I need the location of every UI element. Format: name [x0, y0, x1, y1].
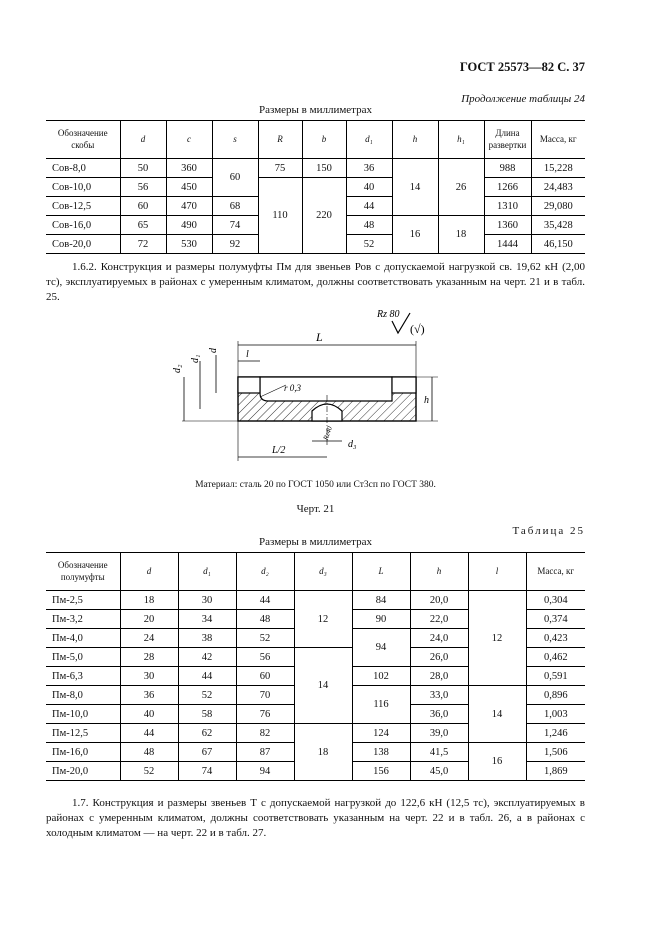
coupling-half-drawing	[160, 305, 460, 470]
table-row: Пм-5,0 28 42 56 14 26,0 0,462	[46, 648, 585, 667]
table-row: Сов-20,0 72 530 92 52 1444 46,150	[46, 235, 585, 254]
left-lug	[238, 377, 260, 393]
table-row: Пм-2,5 18 30 44 12 84 20,0 12 0,304	[46, 591, 585, 610]
svg-text:Rz 80: Rz 80	[377, 309, 400, 320]
right-lug	[392, 377, 416, 393]
svg-text:L: L	[316, 330, 323, 344]
svg-text:r 0,3: r 0,3	[284, 383, 302, 393]
table-row: Пм-4,0 24 38 52 94 24,0 0,423	[46, 629, 585, 648]
table-row: Пм-3,2 20 34 48 90 22,0 0,374	[46, 610, 585, 629]
table-row: Пм-16,0 48 67 87 138 41,5 16 1,506	[46, 743, 585, 762]
svg-text:d₂: d₂	[172, 364, 183, 373]
col-header-L: L	[352, 553, 410, 591]
svg-text:(√): (√)	[410, 322, 425, 336]
table24-units-caption: Размеры в миллиметрах	[259, 104, 372, 116]
col-header-h1: h₁	[438, 121, 484, 159]
table-25	[46, 552, 585, 781]
table-continuation-label: Продолжение таблицы 24	[461, 93, 585, 105]
svg-text:d₁: d₁	[190, 354, 201, 363]
table-row: Сов-16,0 65 490 74 48 16 18 1360 35,428	[46, 216, 585, 235]
inner-recess	[260, 377, 392, 401]
col-header-s: s	[212, 121, 258, 159]
col-header-h: h	[392, 121, 438, 159]
col-header-d2: d₂	[236, 553, 294, 591]
col-header-d1: d₁	[178, 553, 236, 591]
col-header-d: d	[120, 121, 166, 159]
col-header-d1: d₁	[346, 121, 392, 159]
roughness-symbol	[376, 309, 425, 336]
col-header-d3: d₃	[294, 553, 352, 591]
col-header-c: c	[166, 121, 212, 159]
col-header-h: h	[410, 553, 468, 591]
table-row: Пм-20,0 52 74 94 156 45,0 1,869	[46, 762, 585, 781]
svg-text:Rz40: Rz40	[321, 425, 334, 442]
col-header-R: R	[258, 121, 302, 159]
figure-caption: Черт. 21	[296, 503, 335, 515]
svg-text:l: l	[246, 349, 249, 360]
svg-text:d: d	[208, 348, 219, 353]
col-header-l: l	[468, 553, 526, 591]
svg-text:h: h	[424, 395, 429, 406]
col-header-length: Длина развертки	[484, 121, 531, 159]
table-row: Пм-6,3 30 44 60 102 28,0 0,591	[46, 667, 585, 686]
table-row: Пм-10,0 40 58 76 36,0 1,003	[46, 705, 585, 724]
table-24	[46, 120, 585, 254]
table-row: Пм-12,5 44 62 82 18 124 39,0 1,246	[46, 724, 585, 743]
table-row: Пм-8,0 36 52 70 116 33,0 14 0,896	[46, 686, 585, 705]
col-header-mass: Масса, кг	[526, 553, 585, 591]
col-header-designation: Обозначение полумуфты	[46, 553, 120, 591]
svg-text:L/2: L/2	[272, 445, 286, 456]
table25-units-caption: Размеры в миллиметрах	[259, 536, 372, 548]
col-header-d: d	[120, 553, 178, 591]
paragraph-1-6-2: 1.6.2. Конструкция и размеры полумуфты Пм для звеньев Ров с допускаемой нагрузкой св. 19,62 кН (2,00 тс), эксплуатируемых в районах с умеренным климатом, должны соответствовать указанным на черт. 21 и в табл. 25.	[46, 261, 585, 303]
material-note: Материал: сталь 20 по ГОСТ 1050 или Ст3сп по ГОСТ 380.	[195, 480, 436, 490]
col-header-b: b	[302, 121, 346, 159]
paragraph-1-7: 1.7. Конструкция и размеры звеньев Т с допускаемой нагрузкой до 122,6 кН (12,5 тс), эксплуатируемых в районах с умеренным климатом, должны соответствовать указанным на черт. 22 и в табл. 26, а в районах с холодным климатом — на черт. 22 и в табл. 27.	[46, 797, 585, 839]
table-row: Сов-8,0 50 360 60 75 150 36 14 26 988 15,228	[46, 159, 585, 178]
col-header-mass: Масса, кг	[531, 121, 585, 159]
table-row: Сов-10,0 56 450 110 220 40 1266 24,483	[46, 178, 585, 197]
col-header-designation: Обозначение скобы	[46, 121, 120, 159]
table-row: Сов-12,5 60 470 68 44 1310 29,080	[46, 197, 585, 216]
standard-header: ГОСТ 25573—82 С. 37	[459, 60, 585, 74]
svg-text:d₃: d₃	[348, 439, 357, 450]
table25-title: Таблица 25	[512, 525, 585, 537]
